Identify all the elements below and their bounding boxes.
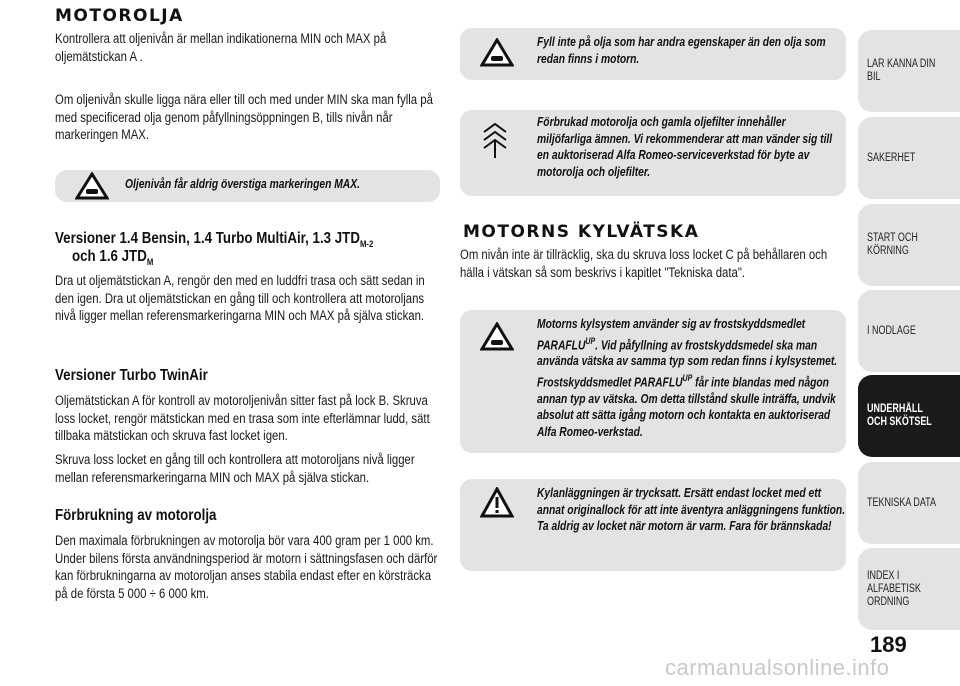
warning-exclamation-icon	[480, 487, 514, 519]
heading-consumption: Förbrukning av motorolja	[55, 507, 217, 524]
heading-twinair: Versioner Turbo TwinAir	[55, 367, 208, 384]
note-oil-type	[460, 28, 846, 80]
tab-lar-kanna-din-bil[interactable]: LÄR KÄNNA DIN BIL	[858, 30, 960, 112]
section-title-motor-oil: MOTOROLJA	[55, 6, 184, 26]
tab-start-och-korning[interactable]: START OCH KÖRNING	[858, 204, 960, 286]
paragraph: Skruva loss locket en gång till och kontrollera att motoroljans nivå ligger mellan referensmarkeringarna MIN och MAX på själva stickan.	[55, 452, 415, 486]
tab-index[interactable]: INDEX I ALFABETISK ORDNING	[858, 548, 960, 630]
paragraph: Den maximala förbrukningen av motorolja bör vara 400 gram per 1 000 km. Under bilens första användningsperiod är motorn i sättningsfasen och därför kan förbrukningarna av motoroljan anses stabila endast efter en körsträcka på de första 5 000 ÷ 6 000 km.	[55, 533, 438, 602]
note-text: Motorns kylsystem använder sig av frostskyddsmedlet $PARAFLU^{UP}$. Vid påfyllning av frostskyddsmedel ska man använda vätska av samma typ som redan finns i kylsystemet. Frostskyddsmedlet $PARAFLU^{UP}$ får inte blandas med någon annan typ av vätska. Om detta tillstånd skulle inträffa, undvik absolut att sätta igång motorn och kontakta en auktoriserad Alfa Romeo-verkstad.	[537, 316, 838, 439]
note-coolant	[460, 310, 846, 453]
note-text: Fyll inte på olja som har andra egenskaper än den olja som redan finns i motorn.	[537, 34, 826, 66]
heading-versions: Versioner 1.4 Bensin, 1.4 Turbo MultiAir, 1.3 $JTD_{M-2}$	[55, 230, 374, 250]
paragraph: Om oljenivån skulle ligga nära eller till och med under MIN ska man fylla på med specificerad olja genom påfyllningsöppningen B, tills nivån når markeringen MAX.	[55, 92, 433, 143]
tab-i-nodlage[interactable]: I NÖDLÄGE	[858, 290, 960, 372]
section-title-coolant: MOTORNS KYLVÄTSKA	[463, 222, 700, 242]
paragraph: Dra ut oljemätstickan A, rengör den med en luddfri trasa och sätt sedan in den igen. Dra ut oljemätstickan en gång till och kontrollera att motoroljans nivå ligger mellan referensmarkeringarna MIN och MAX på själva stickan.	[55, 273, 425, 324]
tab-tekniska-data[interactable]: TEKNISKA DATA	[858, 462, 960, 544]
note-text: Förbrukad motorolja och gamla oljefilter innehåller miljöfarliga ämnen. Vi rekommenderar att man vänder sig till en auktoriserad Alfa Romeo-serviceverkstad för byte av motorolja och oljefilter.	[537, 114, 833, 179]
paragraph: Om nivån inte är tillräcklig, ska du skruva loss locket C på behållaren och hälla i vätskan så som beskrivs i kapitlet "Tekniska data".	[460, 247, 828, 281]
warning-car-icon	[480, 38, 514, 68]
tab-sakerhet[interactable]: SÄKERHET	[858, 117, 960, 199]
watermark: carmanualsonline.info	[665, 655, 890, 680]
warning-car-icon	[480, 322, 514, 352]
note-oil-level	[55, 170, 440, 202]
chapter-tabs	[858, 0, 960, 686]
environment-tree-icon	[480, 120, 510, 160]
note-text: Kylanläggningen är trycksatt. Ersätt endast locket med ett annat originallock för att inte äventyra anläggningens funktion. Ta aldrig av locket när motorn är varm. Fara för brännskada!	[537, 485, 846, 533]
note-environment	[460, 110, 846, 196]
paragraph: Oljemätstickan A för kontroll av motoroljenivån sitter fast på lock B. Skruva loss locket, rengör mätstickan med en trasa som inte efterlämnar ludd, sätt tillbaka mätstickan och skruva fast locket igen.	[55, 393, 430, 444]
paragraph: Kontrollera att oljenivån är mellan indikationerna MIN och MAX på oljemätstickan A .	[55, 31, 387, 65]
heading-versions-cont: och 1.6 $JTD_M$	[72, 248, 154, 268]
tab-underhall-och-skotsel[interactable]: UNDERHÅLL OCH SKÖTSEL	[858, 375, 960, 457]
warning-car-icon	[75, 172, 109, 200]
note-pressurized	[460, 479, 846, 571]
note-text: Oljenivån får aldrig överstiga markeringen MAX.	[125, 176, 360, 191]
page-number: 189	[870, 632, 907, 657]
